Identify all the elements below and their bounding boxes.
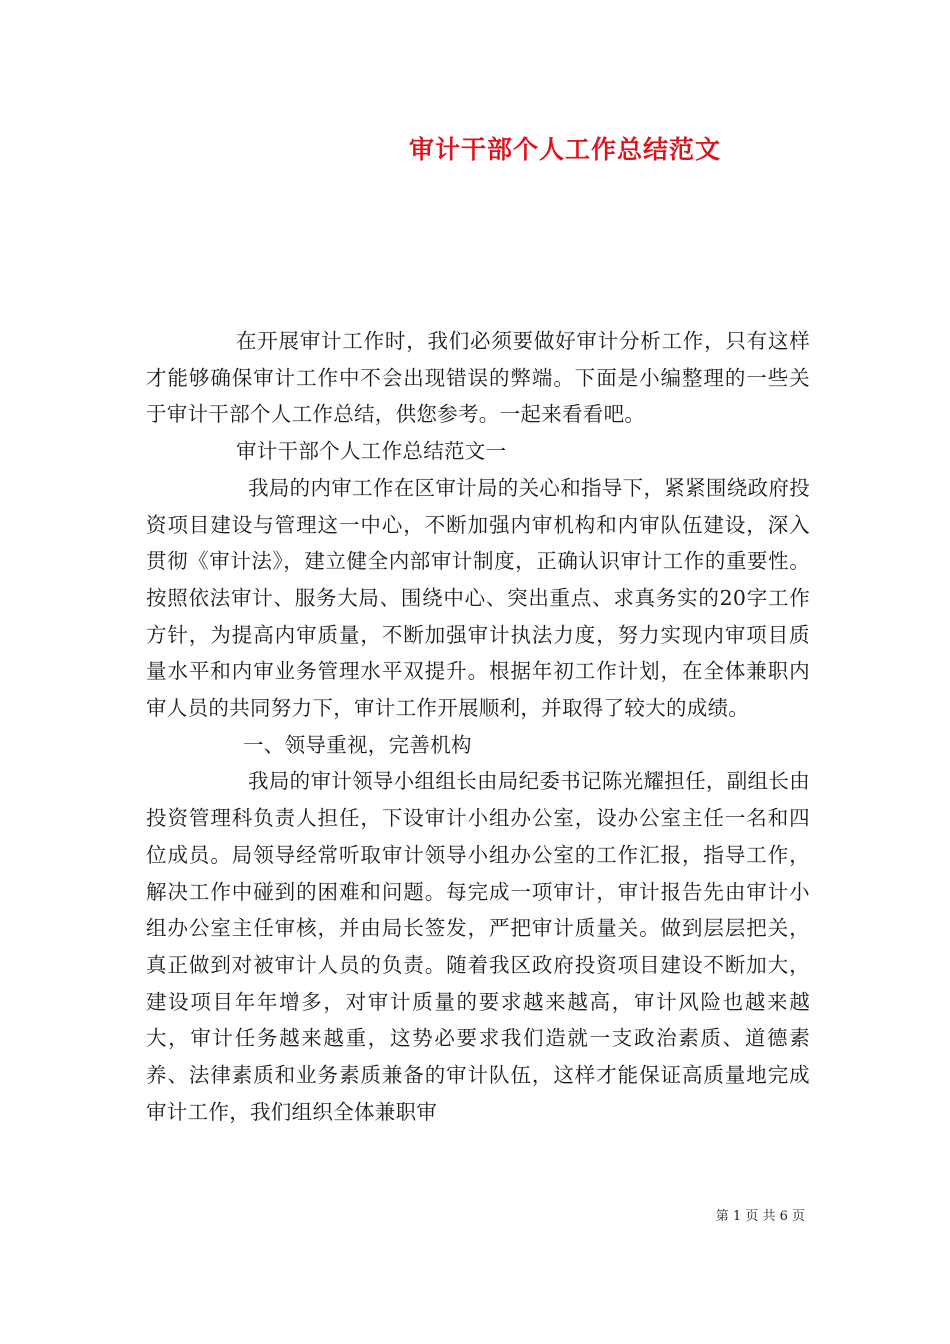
subsection-heading: 一、领导重视，完善机构: [243, 732, 472, 757]
body-paragraph: 我局的审计领导小组组长由局纪委书记陈光耀担任，副组长由投资管理科负责人担任，下设审计小组办公室，设办公室主任一名和四位成员。局领导经常听取审计领导小组办公室的工作汇报，指导工作，解决工作中碰到的困难和问题。每完成一项审计，审计报告先由审计小组办公室主任审核，并由局长签发，严把审计质量关。做到层层把关，真正做到对被审计人员的负责。随着我区政府投资项目建设不断加大，建设项目年年增多，对审计质量的要求越来越高，审计风险也越来越大，审计任务越来越重，这势必要求我们造就一支政治素质、道德素养、法律素质和业务素质兼备的审计队伍，这样才能保证高质量地完成审计工作，我们组织全体兼职审: [146, 769, 810, 1124]
body-paragraph: 我局的内审工作在区审计局的关心和指导下，紧紧围绕政府投资项目建设与管理这一中心，不断加强内审机构和内审队伍建设，深入贯彻《审计法》，建立健全内部审计制度，正确认识审计工作的重要性。按照依法审计、服务大局、围绕中心、突出重点、求真务实的20字工作方针，为提高内审质量，不断加强审计执法力度，努力实现内审项目质量水平和内审业务管理水平双提升。根据年初工作计划，在全体兼职内审人员的共同努力下，审计工作开展顺利，并取得了较大的成绩。: [146, 475, 810, 721]
document-title: 审计干部个人工作总结范文: [408, 135, 721, 164]
intro-paragraph: 在开展审计工作时，我们必须要做好审计分析工作，只有这样才能够确保审计工作中不会出现错误的弊端。下面是小编整理的一些关于审计干部个人工作总结，供您参考。一起来看看吧。: [146, 329, 810, 427]
section-heading: 审计干部个人工作总结范文一: [236, 439, 507, 464]
document-body: [146, 323, 810, 1130]
page-number: 第 1 页 共 6 页: [715, 1209, 805, 1224]
